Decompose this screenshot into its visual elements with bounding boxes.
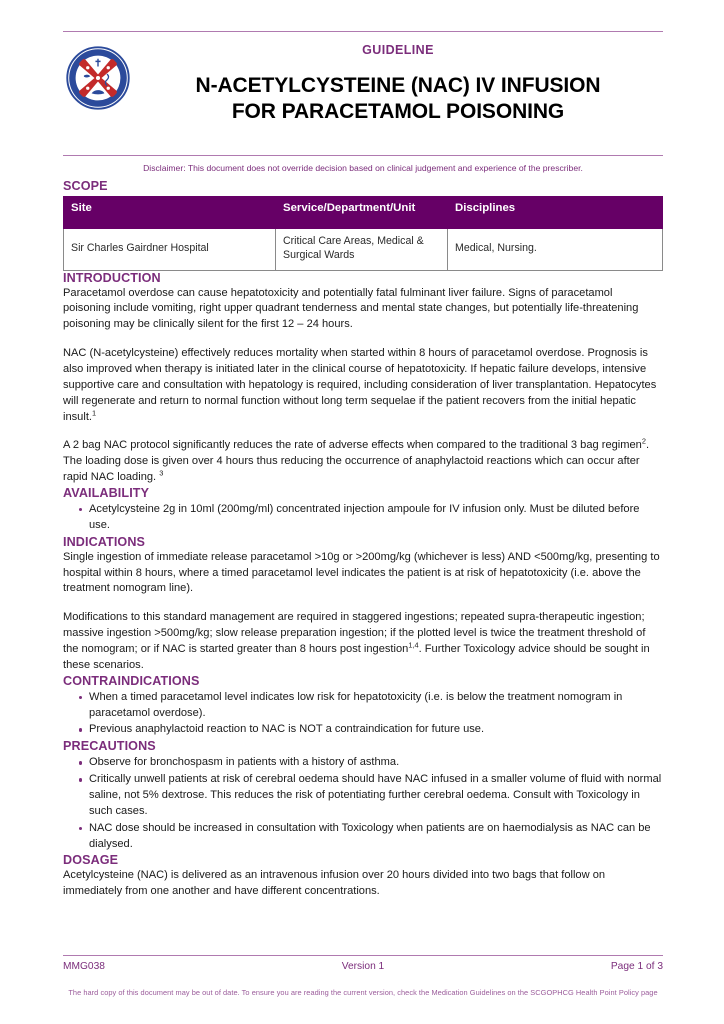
- document-content: [63, 0, 663, 900]
- footer-note: The hard copy of this document may be out of date. To ensure you are reading the current version, check the Medication Guidelines on the SCGOPHCG Health Point Policy page: [68, 988, 658, 997]
- cell-service: Critical Care Areas, Medical & Surgical Wards: [276, 229, 448, 271]
- header-text-block: [139, 39, 663, 124]
- page-title: [139, 73, 657, 124]
- footer-row: [63, 956, 663, 972]
- section-heading-dosage: DOSAGE: [63, 853, 119, 868]
- reference-marker-3: 3: [159, 468, 164, 478]
- document-header: [63, 32, 663, 155]
- introduction-paragraph-2: [63, 346, 663, 425]
- introduction-paragraph-2-text: NAC (N-acetylcysteine) effectively reduces mortality when started within 8 hours of paracetamol overdose. Prognosis is also improved when therapy is initiated later in the clinical course of hepatotoxicity. If hepatic failure develops, intensive supportive care and consultation with hepatology is required, including consideration of liver transplantation. Hepatocytes will regenerate and return to normal function without long term sequelae if the patient recovers from the initial hepatic insult.: [63, 347, 657, 423]
- introduction-paragraph-1: Paracetamol overdose can cause hepatotoxicity and potentially fatal fulminant liver failure. Signs of paracetamol poisoning include vomiting, right upper quadrant tenderness and mental state changes, but potentially life-threatening poisoning may be clinically silent for the first 12 – 24 hours.: [63, 286, 639, 331]
- table-row: [64, 229, 663, 271]
- list-item: Observe for bronchospasm in patients with a history of asthma.: [89, 755, 663, 771]
- scope-table: [63, 196, 663, 271]
- section-heading-scope: SCOPE: [63, 179, 108, 193]
- indications-paragraph-2: [63, 610, 663, 673]
- hospital-crest-logo: [66, 46, 130, 110]
- footer-page-number: Page 1 of 3: [610, 961, 663, 972]
- section-heading-precautions: PRECAUTIONS: [63, 739, 156, 754]
- list-item: When a timed paracetamol level indicates low risk for hepatotoxicity (i.e. is below the treatment nomogram in paracetamol overdose).: [89, 690, 663, 722]
- reference-marker-2: 2: [641, 436, 646, 446]
- footer-version: Version 1: [341, 961, 385, 972]
- footer-doc-id: MMG038: [63, 961, 105, 972]
- table-header-row: [64, 197, 663, 229]
- contraindications-list: [63, 690, 663, 739]
- list-item: Acetylcysteine 2g in 10ml (200mg/ml) concentrated injection ampoule for IV infusion only. Must be diluted before use.: [89, 502, 663, 534]
- list-item: Critically unwell patients at risk of cerebral oedema should have NAC infused in a smaller volume of fluid with normal saline, not 5% dextrose. This reduces the risk of potentiating further cerebral oedema. Consult with Toxicology in such cases.: [89, 772, 663, 820]
- reference-marker-4: 1,4: [408, 640, 419, 650]
- availability-list: [63, 502, 663, 534]
- dosage-paragraph-1: Acetylcysteine (NAC) is delivered as an intravenous infusion over 20 hours divided into two bags that follow on immediately from one another and have different concentrations.: [63, 869, 606, 898]
- document-footer: [63, 955, 663, 997]
- column-header-site: Site: [64, 197, 276, 229]
- column-header-disciplines: Disciplines: [448, 197, 663, 229]
- cell-site: Sir Charles Gairdner Hospital: [64, 229, 276, 271]
- guideline-label: GUIDELINE: [362, 43, 434, 57]
- column-header-service: Service/Department/Unit: [276, 197, 448, 229]
- section-heading-introduction: INTRODUCTION: [63, 270, 161, 285]
- section-heading-indications: INDICATIONS: [63, 534, 146, 549]
- section-heading-contraindications: CONTRAINDICATIONS: [63, 673, 200, 688]
- precautions-list: [63, 755, 663, 852]
- page-title-line-1: N-ACETYLCYSTEINE (NAC) IV INFUSION: [195, 74, 601, 97]
- indications-paragraph-2-text-b: . Further Toxicology advice should be sought in these scenarios.: [63, 643, 650, 671]
- introduction-paragraph-3: [63, 438, 663, 486]
- introduction-paragraph-3-text-a: A 2 bag NAC protocol significantly reduces the rate of adverse effects when compared to the traditional 3 bag regimen: [63, 439, 642, 452]
- introduction-paragraph-3-text-b: . The loading dose is given over 4 hours thus reducing the occurrence of anaphylactoid reactions which can occur after rapid NAC loading.: [63, 439, 650, 484]
- list-item: Previous anaphylactoid reaction to NAC is NOT a contraindication for future use.: [89, 722, 663, 738]
- indications-paragraph-2-text-a: Modifications to this standard management are required in staggered ingestions; repeated supra-therapeutic ingestion; massive ingestion >500mg/kg; slow release preparation ingestion; if the plotted level is twice the treatment threshold of the nomogram; or if NAC is started greater than 8 hours post ingestion: [63, 611, 646, 655]
- cell-disciplines: Medical, Nursing.: [448, 229, 663, 271]
- section-heading-availability: AVAILABILITY: [63, 485, 150, 500]
- disclaimer-text: Disclaimer: This document does not override decision based on clinical judgement and experience of the prescriber.: [143, 163, 583, 173]
- list-item: NAC dose should be increased in consultation with Toxicology when patients are on haemodialysis as NAC can be dialysed.: [89, 821, 663, 853]
- indications-paragraph-1: Single ingestion of immediate release paracetamol >10g or >200mg/kg (whichever is less) AND <500mg/kg, presenting to hospital within 8 hours, where a timed paracetamol level indicates the patient is at risk of hepatotoxicity (i.e. above the treatment nomogram line).: [63, 550, 660, 595]
- page-title-line-2: FOR PARACETAMOL POISONING: [231, 99, 565, 123]
- reference-marker-1: 1: [91, 407, 97, 417]
